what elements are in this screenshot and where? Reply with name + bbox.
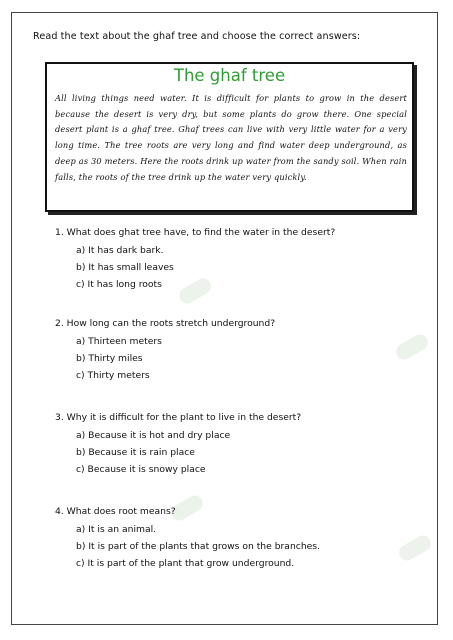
answer-option-2c[interactable]: c) Thirty meters [76,370,150,381]
answer-option-3a[interactable]: a) Because it is hot and dry place [76,430,231,441]
answer-option-1a[interactable]: a) It has dark bark. [76,245,164,256]
spacer [55,478,385,503]
answer-option-3b[interactable]: b) Because it is rain place [76,447,195,458]
answer-option-3c[interactable]: c) Because it is snowy place [76,464,206,475]
question-3: 3. Why it is difficult for the plant to live in the desert? [55,412,302,423]
spacer [55,293,385,315]
passage-title: The ghaf tree [173,66,286,85]
spacer [55,384,385,409]
question-4: 4. What does root means? [55,506,176,517]
instruction-text: Read the text about the ghaf tree and choose the correct answers: [33,31,361,42]
passage-text: All living things need water. It is difficult for plants to grow in the desert because the desert is very dry, but some plants do grow there. One special desert plant is a ghaf tree. Ghaf trees can live with very little water for a very long time. The tree roots are very long and find water deep underground, as deep as 30 meters. Here the roots drink up water from the sandy soil. When rain falls, the roots of the tree drink up the water very quickly. [55,93,407,182]
answer-option-2b[interactable]: b) Thirty miles [76,353,143,364]
answer-option-1b[interactable]: b) It has small leaves [76,262,174,273]
passage-box [45,62,414,212]
answer-option-4a[interactable]: a) It is an animal. [76,524,157,535]
question-2: 2. How long can the roots stretch underground? [55,318,276,329]
answer-option-2a[interactable]: a) Thirteen meters [76,336,162,347]
question-1: 1. What does ghat tree have, to find the water in the desert? [55,227,336,238]
answer-option-4c[interactable]: c) It is part of the plant that grow underground. [76,558,295,569]
question-list [55,224,385,572]
answer-option-1c[interactable]: c) It has long roots [76,279,162,290]
answer-option-4b[interactable]: b) It is part of the plants that grows on the branches. [76,541,320,552]
